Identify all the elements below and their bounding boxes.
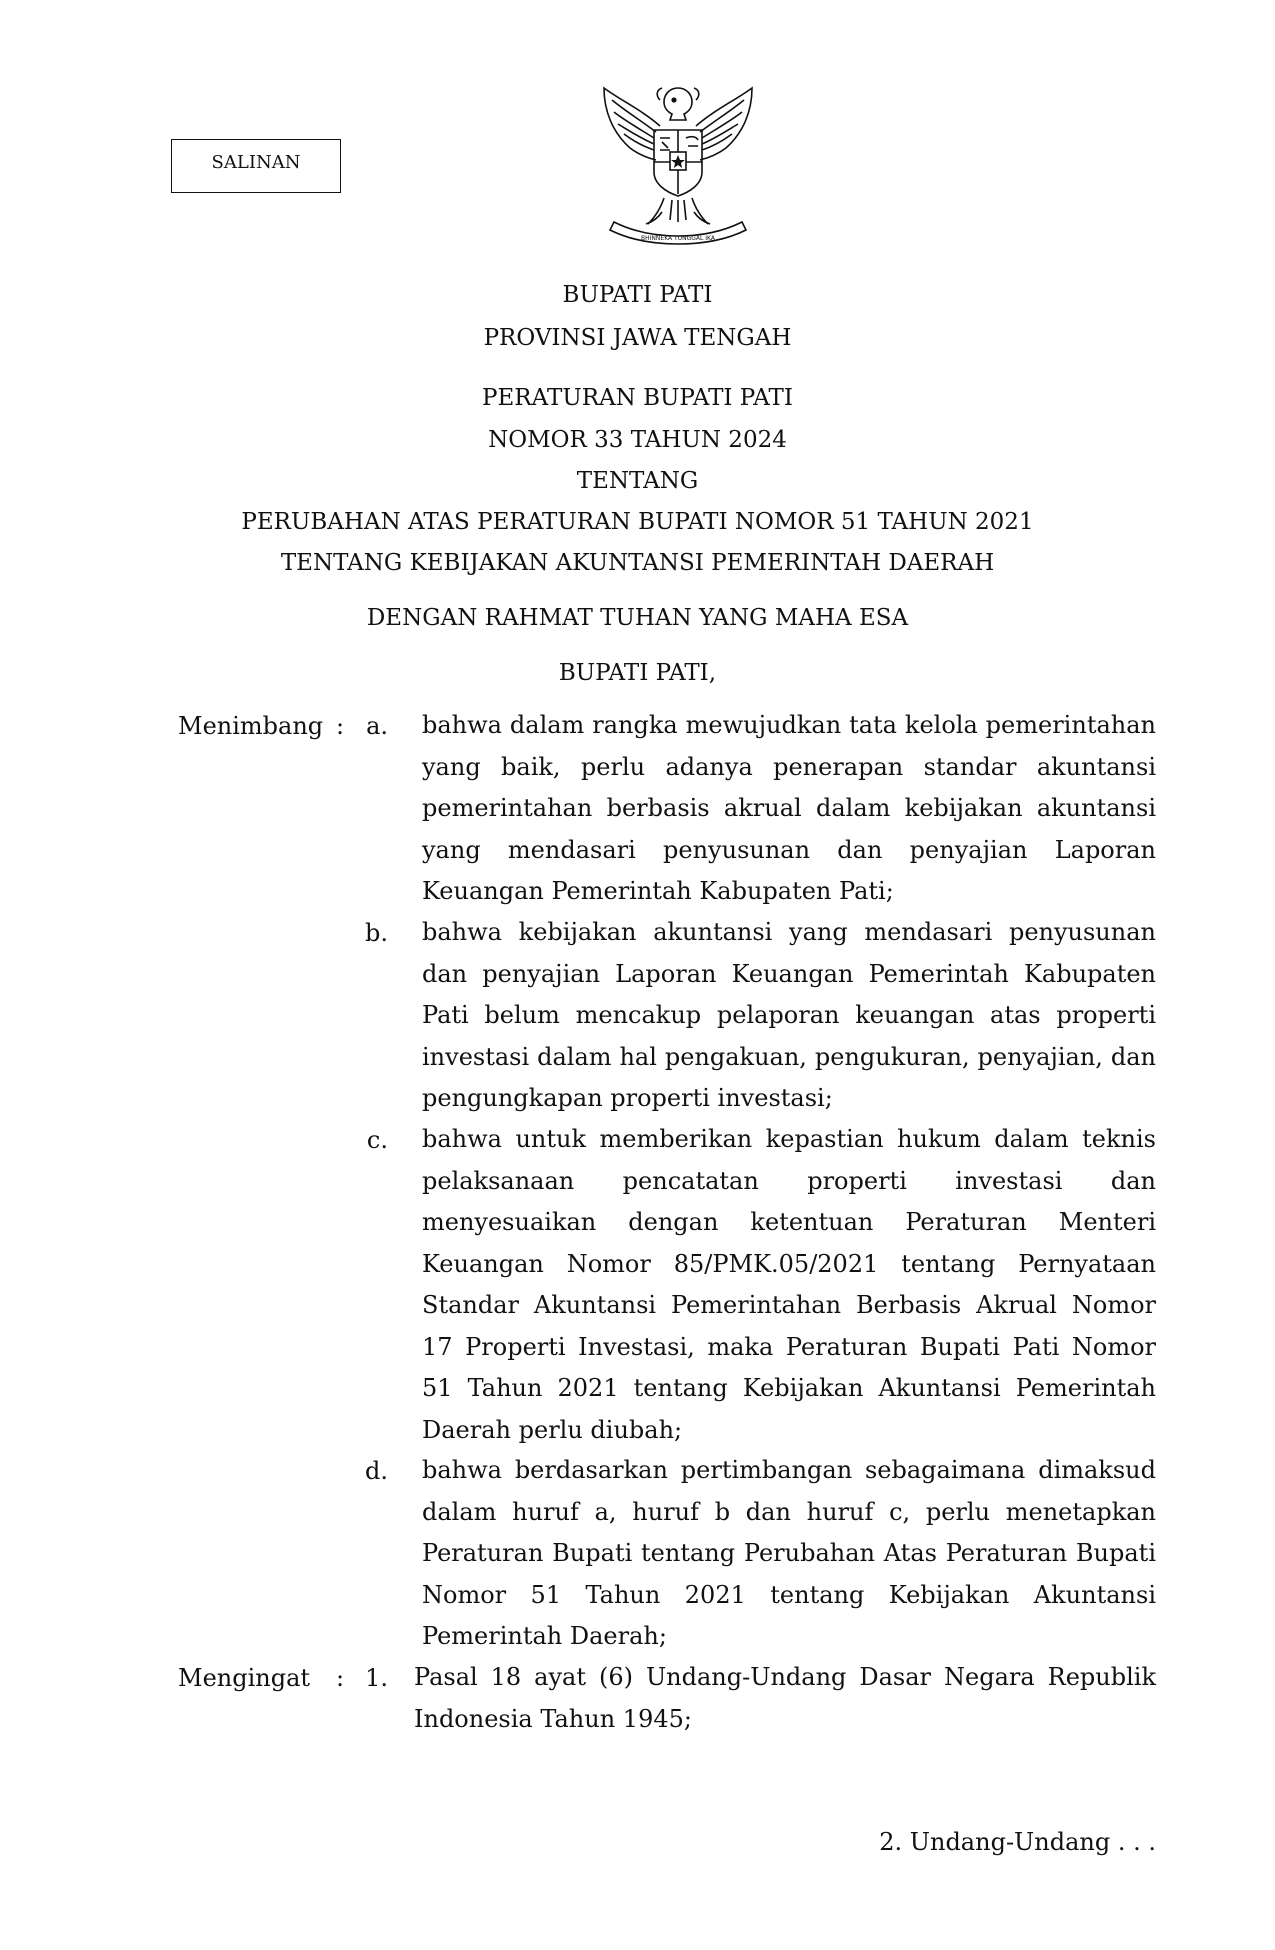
menimbang-item-b: bahwa kebijakan akuntansi yang mendasari penyusunan dan penyajian Laporan Keuangan Pemerintah Kabupaten Pati belum mencakup pelaporan keuangan atas properti investasi dalam hal pengakuan, pengukuran, penyajian, dan pengungkapan properti investasi; bbox=[422, 918, 1156, 1112]
blessing-line: DENGAN RAHMAT TUHAN YANG MAHA ESA bbox=[366, 605, 909, 631]
province-title: PROVINSI JAWA TENGAH bbox=[483, 325, 792, 351]
about-heading: TENTANG bbox=[576, 468, 699, 494]
mengingat-colon: : bbox=[336, 1664, 345, 1692]
addressee-line: BUPATI PATI, bbox=[558, 660, 717, 686]
mengingat-item-1: Pasal 18 ayat (6) Undang-Undang Dasar Negara Republik Indonesia Tahun 1945; bbox=[414, 1663, 1156, 1733]
regulation-title: PERATURAN BUPATI PATI bbox=[482, 385, 793, 411]
menimbang-marker-d: d. bbox=[365, 1457, 388, 1485]
mengingat-marker-1: 1. bbox=[365, 1664, 388, 1692]
next-page-catchword: 2. Undang-Undang . . . bbox=[879, 1828, 1156, 1856]
issuer-title: BUPATI PATI bbox=[562, 282, 713, 308]
menimbang-item-a: bahwa dalam rangka mewujudkan tata kelola pemerintahan yang baik, perlu adanya penerapan standar akuntansi pemerintahan berbasis akrual dalam kebijakan akuntansi yang mendasari penyusunan dan penyajian Laporan Keuangan Pemerintah Kabupaten Pati; bbox=[422, 711, 1156, 905]
menimbang-label: Menimbang bbox=[178, 712, 324, 740]
salinan-stamp bbox=[171, 139, 341, 193]
menimbang-marker-a: a. bbox=[366, 712, 388, 740]
regulation-number: NOMOR 33 TAHUN 2024 bbox=[488, 427, 787, 453]
garuda-pancasila-emblem-icon bbox=[590, 80, 766, 246]
menimbang-item-d: bahwa berdasarkan pertimbangan sebagaimana dimaksud dalam huruf a, huruf b dan huruf c, perlu menetapkan Peraturan Bupati tentang Perubahan Atas Peraturan Bupati Nomor 51 Tahun 2021 tentang Kebijakan Akuntansi Pemerintah Daerah; bbox=[422, 1456, 1156, 1650]
salinan-label: SALINAN bbox=[211, 152, 301, 173]
menimbang-item-c: bahwa untuk memberikan kepastian hukum dalam teknis pelaksanaan pencatatan properti investasi dan menyesuaikan dengan ketentuan Peraturan Menteri Keuangan Nomor 85/PMK.05/2021 tentang Pernyataan Standar Akuntansi Pemerintahan Berbasis Akrual Nomor 17 Properti Investasi, maka Peraturan Bupati Pati Nomor 51 Tahun 2021 tentang Kebijakan Akuntansi Pemerintah Daerah perlu diubah; bbox=[422, 1125, 1156, 1444]
subject-line-1: PERUBAHAN ATAS PERATURAN BUPATI NOMOR 51 TAHUN 2021 bbox=[241, 509, 1034, 535]
menimbang-marker-c: c. bbox=[366, 1126, 388, 1154]
svg-text:BHINNEKA TUNGGAL IKA: BHINNEKA TUNGGAL IKA bbox=[641, 235, 715, 242]
menimbang-marker-b: b. bbox=[365, 919, 388, 947]
subject-line-2: TENTANG KEBIJAKAN AKUNTANSI PEMERINTAH DAERAH bbox=[280, 550, 995, 576]
menimbang-colon: : bbox=[336, 712, 345, 740]
mengingat-label: Mengingat bbox=[178, 1664, 311, 1692]
